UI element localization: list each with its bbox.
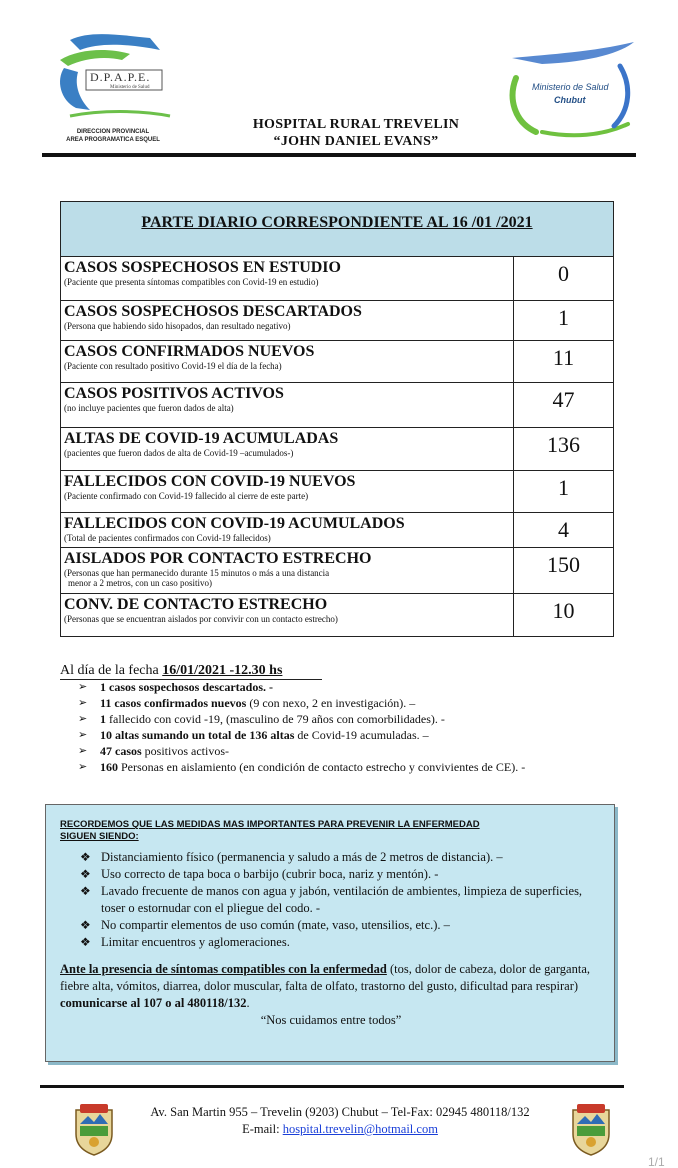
row-label-cell (61, 428, 514, 470)
row-description: (Paciente que presenta síntomas compatibles con Covid-19 en estudio) (64, 277, 319, 287)
campaign-slogan: “Nos cuidamos entre todos” (260, 1013, 402, 1027)
note-highlight: Ante la presencia de síntomas compatibles con la enfermedad (60, 962, 387, 976)
row-label-cell (61, 341, 514, 382)
trevelin-crest-icon (570, 1100, 612, 1156)
dpape-logo (50, 30, 176, 152)
summary-date: 16/01/2021 -12.30 hs (162, 663, 283, 678)
row-label-cell (61, 548, 514, 593)
row-label-cell (61, 257, 514, 300)
item-text: positivos activos- (141, 744, 229, 758)
list-item (80, 849, 602, 866)
diamond-bullet-icon: ❖ (80, 935, 91, 949)
footer-email-line (115, 1121, 565, 1138)
row-value: 136 (547, 432, 580, 457)
item-text: (9 con nexo, 2 en investigación). – (246, 696, 416, 710)
row-value: 11 (552, 345, 575, 370)
list-item (80, 917, 602, 934)
trevelin-crest-icon (73, 1100, 115, 1156)
row-label: AISLADOS POR CONTACTO ESTRECHO (64, 550, 372, 567)
item-text: fallecido con covid -19, (masculino de 79 años con comorbilidades). - (106, 712, 445, 726)
list-item (80, 883, 602, 917)
ministerio-logo-line1: Ministerio de Salud (532, 82, 609, 92)
ministerio-logo-line2: Chubut (554, 95, 586, 105)
summary-date-line (60, 662, 620, 679)
dpape-caption-line2: AREA PROGRAMATICA ESQUEL (66, 137, 160, 143)
list-item (80, 934, 602, 951)
list-item (78, 759, 620, 775)
row-label-cell (61, 301, 514, 340)
dpape-logo-subtext: Ministerio de Salud (110, 85, 150, 90)
recommendations-list (80, 849, 602, 951)
row-label: ALTAS DE COVID-19 ACUMULADAS (64, 430, 339, 447)
arrow-bullet-icon: ➢ (78, 697, 88, 709)
item-bold: 1 (100, 712, 106, 726)
table-row (61, 594, 613, 636)
row-label-cell (61, 383, 514, 427)
table-row (61, 513, 613, 548)
summary-section (60, 662, 620, 775)
diamond-bullet-icon: ❖ (80, 867, 91, 881)
row-description-continued: menor a 2 metros, con un caso positivo) (68, 578, 212, 588)
item-text: de Covid-19 acumuladas. – (294, 728, 429, 742)
row-description: (pacientes que fueron dados de alta de Covid-19 –acumulados-) (64, 448, 294, 458)
diamond-bullet-icon: ❖ (80, 884, 91, 898)
diamond-bullet-icon: ❖ (80, 850, 91, 864)
note-text: (tos, dolor de cabeza, dolor de garganta, fiebre alta, vómitos, diarrea, dolor muscular, falta de olfato, trastorno del gusto, dificultad para respirar) (60, 962, 591, 993)
table-row (61, 257, 613, 301)
report-title: PARTE DIARIO CORRESPONDIENTE AL 16 /01 /2021 (141, 214, 533, 231)
list-item (78, 711, 620, 727)
recommendations-title-line1: RECORDEMOS QUE LAS MEDIDAS MAS IMPORTANTES PARA PREVENIR LA ENFERMEDAD (60, 819, 480, 830)
table-row (61, 471, 613, 513)
row-label: CASOS SOSPECHOSOS EN ESTUDIO (64, 259, 341, 276)
arrow-bullet-icon: ➢ (78, 761, 88, 773)
summary-list (78, 679, 620, 775)
item-bold: 10 altas sumando un total de 136 altas (100, 728, 295, 742)
item-bold: 160 (100, 760, 118, 774)
row-value: 1 (558, 475, 569, 500)
hospital-name-line2: “JOHN DANIEL EVANS” (273, 134, 439, 149)
crest-graphic (570, 1100, 612, 1156)
row-value: 1 (558, 305, 569, 330)
arrow-bullet-icon: ➢ (78, 729, 88, 741)
item-bold: 1 casos sospechosos descartados. - (100, 680, 274, 694)
table-row (61, 301, 613, 341)
row-value: 47 (552, 387, 575, 412)
hospital-name-line1: HOSPITAL RURAL TREVELIN (252, 117, 460, 132)
row-label-cell (61, 513, 514, 547)
list-item (78, 679, 620, 695)
report-title-cell (61, 202, 613, 257)
row-value: 4 (558, 517, 569, 542)
table-row (61, 428, 613, 471)
row-label: CASOS SOSPECHOSOS DESCARTADOS (64, 303, 362, 320)
row-label-cell (61, 594, 514, 636)
footer-divider (40, 1085, 624, 1088)
daily-report-table (60, 201, 614, 637)
row-label: CASOS POSITIVOS ACTIVOS (64, 385, 284, 402)
list-item (78, 727, 620, 743)
dpape-logo-text: D.P.A.P.E. (90, 70, 151, 84)
item-text: Distanciamiento físico (permanencia y saludo a más de 2 metros de distancia). – (101, 850, 503, 864)
arrow-bullet-icon: ➢ (78, 681, 88, 693)
table-row (61, 383, 613, 428)
diamond-bullet-icon: ❖ (80, 918, 91, 932)
row-value: 10 (552, 598, 575, 623)
header-divider (42, 153, 636, 157)
row-description: (Paciente con resultado positivo Covid-19 el día de la fecha) (64, 361, 282, 371)
hospital-name (186, 116, 526, 150)
table-row (61, 548, 613, 594)
dpape-caption-line1: DIRECCION PROVINCIAL (76, 129, 150, 135)
recommendations-title (60, 819, 602, 843)
item-text: Lavado frecuente de manos con agua y jabón, ventilación de ambientes, limpieza de superficies, toser o estornudar con el pliegue del codo. - (101, 884, 583, 915)
row-label: FALLECIDOS CON COVID-19 NUEVOS (64, 473, 356, 490)
item-text: No compartir elementos de uso común (mate, vaso, utensilios, etc.). – (101, 918, 450, 932)
arrow-bullet-icon: ➢ (78, 713, 88, 725)
item-text: Personas en aislamiento (en condición de contacto estrecho y convivientes de CE). - (118, 760, 526, 774)
table-row (61, 341, 613, 383)
row-label: FALLECIDOS CON COVID-19 ACUMULADOS (64, 515, 405, 532)
footer-email-label: E-mail: (242, 1122, 283, 1136)
list-item (78, 743, 620, 759)
footer-address: Av. San Martin 955 – Trevelin (9203) Chubut – Tel-Fax: 02945 480118/132 (150, 1105, 530, 1119)
page-indicator: 1/1 (648, 1155, 665, 1168)
row-label-cell (61, 471, 514, 512)
list-item (80, 866, 602, 883)
crest-graphic (73, 1100, 115, 1156)
summary-intro: Al día de la fecha (60, 663, 163, 678)
row-value: 0 (558, 261, 569, 286)
row-label: CONV. DE CONTACTO ESTRECHO (64, 596, 328, 613)
item-text: Limitar encuentros y aglomeraciones. (101, 935, 290, 949)
note-contact: comunicarse al 107 o al 480118/132 (60, 996, 247, 1010)
row-description: (no incluye pacientes que fueron dados de alta) (64, 403, 234, 413)
list-item (78, 695, 620, 711)
row-description: (Personas que han permanecido durante 15 minutos o más a una distancia (64, 568, 330, 578)
footer-address-block (115, 1104, 565, 1138)
row-description: (Paciente confirmado con Covid-19 fallecido al cierre de este parte) (64, 491, 309, 501)
footer-email-link[interactable]: hospital.trevelin@hotmail.com (282, 1122, 438, 1136)
row-description: (Persona que habiendo sido hisopados, dan resultado negativo) (64, 321, 291, 331)
recommendations-title-line2: SIGUEN SIENDO: (60, 831, 139, 842)
item-bold: 47 casos (100, 744, 142, 758)
row-label: CASOS CONFIRMADOS NUEVOS (64, 343, 315, 360)
item-bold: 11 casos confirmados nuevos (100, 696, 247, 710)
arrow-bullet-icon: ➢ (78, 745, 88, 757)
dpape-logo-caption (50, 128, 176, 144)
row-description: (Personas que se encuentran aislados por convivir con un contacto estrecho) (64, 614, 338, 624)
symptoms-note (60, 961, 602, 1012)
recommendations-box (45, 804, 615, 1062)
row-value: 150 (547, 552, 580, 577)
item-text: Uso correcto de tapa boca o barbijo (cubrir boca, nariz y mentón). - (101, 867, 439, 881)
row-description: (Total de pacientes confirmados con Covid-19 fallecidos) (64, 533, 271, 543)
note-end: . (246, 996, 250, 1010)
